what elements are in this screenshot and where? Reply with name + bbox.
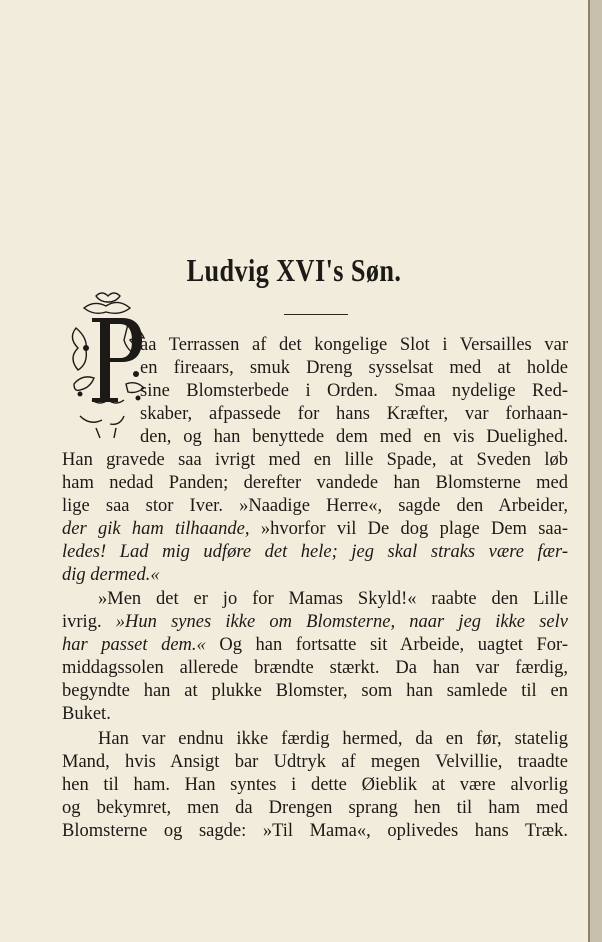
decorated-initial-icon bbox=[66, 288, 150, 448]
text-segment-italic: »Hun synes ikke om Blomsterne, naar jeg ikke selv bbox=[115, 612, 568, 632]
title-rule bbox=[284, 314, 348, 315]
page-edge bbox=[588, 0, 602, 942]
text-line: Han gravede saa ivrigt med en lille Spade, at Sveden løb bbox=[62, 450, 568, 470]
text-segment: raabte den Lille bbox=[431, 589, 568, 609]
text-line bbox=[62, 611, 568, 633]
text-line: hen til ham. Han syntes i dette Øieblik at være alvorlig bbox=[62, 775, 568, 795]
text-line: middagssolen allerede brændte stærkt. Da han var færdig, bbox=[62, 658, 568, 678]
text-line bbox=[62, 634, 568, 656]
text-line: Han var endnu ikke færdig hermed, da en før, statelig bbox=[98, 729, 568, 749]
text-line: ledes! Lad mig udføre det hele; jeg skal straks være fær- bbox=[62, 542, 568, 562]
text-line: skaber, afpassede for hans Kræfter, var forhaan- bbox=[140, 404, 568, 424]
text-line: Mand, hvis Ansigt bar Udtryk af megen Velvillie, traadte bbox=[62, 752, 568, 772]
text-line: Buket. bbox=[62, 704, 111, 724]
text-line: ham nedad Panden; derefter vandede han Blomsterne med bbox=[62, 473, 568, 493]
text-line: sine Blomsterbede i Orden. Smaa nydelige Red- bbox=[140, 381, 568, 401]
chapter-title: Ludvig XVI's Søn. bbox=[186, 252, 402, 288]
text-line: lige saa stor Iver. »Naadige Herre«, sagde den Arbeider, bbox=[62, 496, 568, 516]
text-line bbox=[98, 588, 568, 610]
text-line: dig dermed.« bbox=[62, 565, 160, 585]
text-line: begyndte han at plukke Blomster, som han samlede til en bbox=[62, 681, 568, 701]
text-segment: Og han fortsatte sit Arbeide, uagtet For- bbox=[219, 635, 568, 655]
text-line: og bekymret, men da Drengen sprang hen til ham med bbox=[62, 798, 568, 818]
text-segment: »Men det er jo for Mamas Skyld!« bbox=[98, 589, 432, 609]
text-segment-italic: har passet dem.« bbox=[62, 635, 220, 655]
text-line bbox=[62, 518, 568, 540]
page-edge-line bbox=[588, 0, 590, 942]
text-line: den, og han benyttede dem med en vis Duelighed. bbox=[140, 427, 568, 447]
text-line: Blomsterne og sagde: »Til Mama«, oplivedes hans Træk. bbox=[62, 821, 568, 841]
text-line: en fireaars, smuk Dreng sysselsat med at holde bbox=[140, 358, 568, 378]
text-segment-italic: der gik ham tilhaande, bbox=[62, 519, 261, 539]
text-segment: ivrig. bbox=[62, 612, 116, 632]
text-segment: »hvorfor vil De dog plage Dem saa- bbox=[260, 519, 568, 539]
text-line: aa Terrassen af det kongelige Slot i Versailles var bbox=[140, 335, 568, 355]
